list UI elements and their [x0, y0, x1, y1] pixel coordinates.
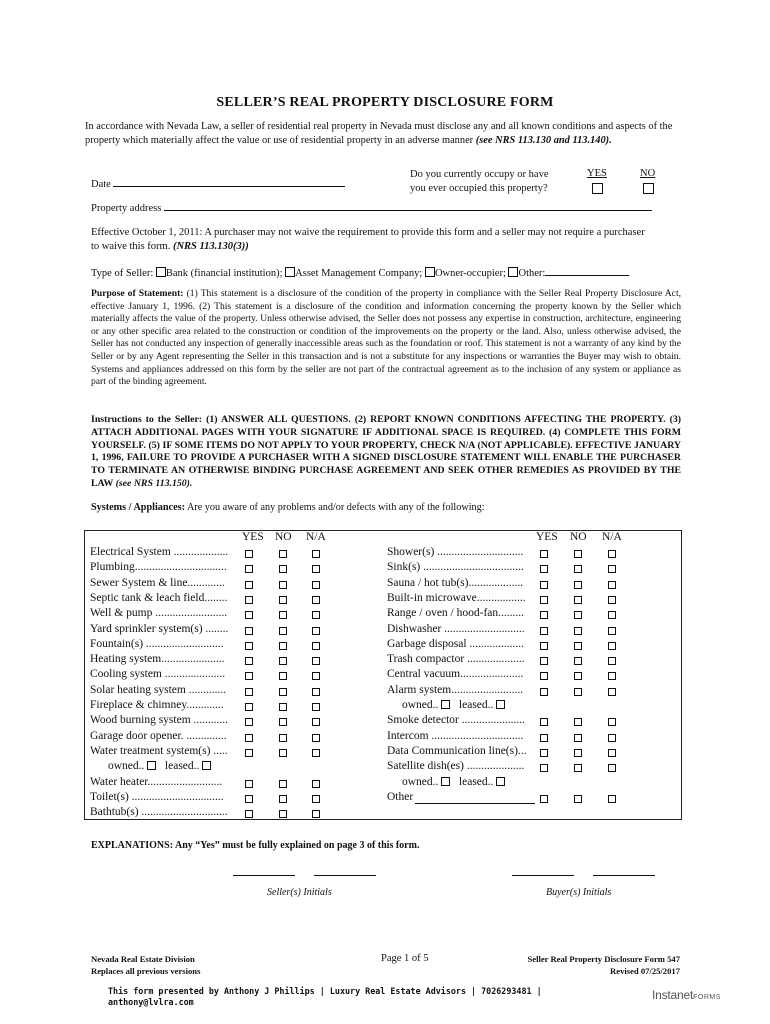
left-bathtub-s-no-checkbox[interactable] — [279, 810, 287, 818]
right-trash-compactor-yes-checkbox[interactable] — [540, 657, 548, 665]
left-electrical-system-no-checkbox[interactable] — [279, 550, 287, 558]
right-item-label: Alarm system......................... — [387, 683, 524, 696]
seller-type-other-checkbox[interactable] — [508, 267, 518, 277]
left-item-label: Heating system...................... — [90, 653, 225, 666]
occupy-question-line2: you ever occupied this property? — [410, 183, 548, 194]
left-fireplace-chimney-na-checkbox[interactable] — [312, 703, 320, 711]
right-alarm-system-no-checkbox[interactable] — [574, 688, 582, 696]
left-toilet-s-yes-checkbox[interactable] — [245, 795, 253, 803]
left-water-heater-yes-checkbox[interactable] — [245, 780, 253, 788]
left-item-label: Electrical System ................... — [90, 546, 229, 558]
left-garage-door-opener-na-checkbox[interactable] — [312, 734, 320, 742]
right-data-communication-line-s-na-checkbox[interactable] — [608, 749, 616, 757]
right-item-label: Sauna / hot tub(s)................... — [387, 576, 524, 589]
left-yard-sprinkler-system-s-na-checkbox[interactable] — [312, 627, 320, 635]
seller-type-bank-label: Bank (financial institution); — [165, 268, 283, 279]
right-satellite-dish-es-yes-checkbox[interactable] — [540, 764, 548, 772]
presented-by-line1: This form presented by Anthony J Phillips | Luxury Real Estate Advisors | 7026293481 | — [108, 986, 542, 996]
right-item-label: Built-in microwave................. — [387, 591, 526, 604]
right-central-vacuum-yes-checkbox[interactable] — [540, 672, 548, 680]
right9-owned-leased-row — [402, 699, 505, 711]
right-other-no-checkbox[interactable] — [574, 795, 582, 803]
right-sauna-hot-tub-s-na-checkbox[interactable] — [608, 581, 616, 589]
left-heating-system-na-checkbox[interactable] — [312, 657, 320, 665]
left-item-label: Sewer System & line............. — [90, 576, 225, 589]
left-col-na-header: N/A — [306, 531, 326, 543]
left-item-label: Yard sprinkler system(s) ........ — [90, 622, 229, 635]
left-water-heater-na-checkbox[interactable] — [312, 780, 320, 788]
right-dishwasher-yes-checkbox[interactable] — [540, 627, 548, 635]
left-septic-tank-leach-field-na-checkbox[interactable] — [312, 596, 320, 604]
purpose-paragraph — [91, 288, 681, 389]
occupy-question — [410, 168, 549, 196]
right-item-label: Central vacuum...................... — [387, 668, 524, 681]
logo-main-text: Instanet — [652, 988, 694, 1002]
right-trash-compactor-no-checkbox[interactable] — [574, 657, 582, 665]
right-item-other — [387, 791, 413, 803]
right-item-satellite-dish-es — [387, 760, 524, 772]
right-sauna-hot-tub-s-no-checkbox[interactable] — [574, 581, 582, 589]
right-satellite-dish-es-na-checkbox[interactable] — [608, 764, 616, 772]
property-address-field — [91, 199, 652, 214]
right-item-garbage-disposal — [387, 638, 524, 650]
seller-type-row — [91, 264, 629, 279]
effective-citation: (NRS 113.130(3)) — [172, 241, 249, 252]
left-fountain-s-no-checkbox[interactable] — [279, 642, 287, 650]
leased-checkbox[interactable] — [496, 700, 505, 709]
leased-label: leased.. — [156, 760, 203, 773]
seller-type-other-label: Other: — [518, 268, 546, 279]
left-item-label: Garage door opener. .............. — [90, 729, 227, 742]
left-item-label: Septic tank & leach field........ — [90, 591, 228, 604]
seller-initial-line-1[interactable] — [233, 875, 295, 876]
date-field — [91, 175, 345, 190]
left-item-yard-sprinkler-system-s — [90, 623, 228, 635]
leased-checkbox[interactable] — [202, 761, 211, 770]
right-range-oven-hood-fan-yes-checkbox[interactable] — [540, 611, 548, 619]
right-item-intercom — [387, 730, 523, 742]
left-toilet-s-no-checkbox[interactable] — [279, 795, 287, 803]
left-item-well-pump — [90, 607, 227, 619]
left-wood-burning-system-yes-checkbox[interactable] — [245, 718, 253, 726]
right-intercom-na-checkbox[interactable] — [608, 734, 616, 742]
right-col-na-header: N/A — [602, 531, 622, 543]
right-central-vacuum-no-checkbox[interactable] — [574, 672, 582, 680]
right-item-label: Intercom ................................ — [387, 729, 524, 742]
left-toilet-s-na-checkbox[interactable] — [312, 795, 320, 803]
intro-citation: (see NRS 113.130 and 113.140). — [475, 134, 612, 146]
left-electrical-system-na-checkbox[interactable] — [312, 550, 320, 558]
left-item-bathtub-s — [90, 806, 228, 818]
right-item-smoke-detector — [387, 714, 525, 726]
left-item-label: Fireplace & chimney............. — [90, 699, 224, 711]
left-well-pump-no-checkbox[interactable] — [279, 611, 287, 619]
right-smoke-detector-no-checkbox[interactable] — [574, 718, 582, 726]
right-garbage-disposal-yes-checkbox[interactable] — [540, 642, 548, 650]
right-item-sink-s — [387, 561, 524, 573]
right-other-input-line[interactable] — [415, 803, 535, 804]
left-sewer-system-line-no-checkbox[interactable] — [279, 581, 287, 589]
left-water-treatment-system-s-yes-checkbox[interactable] — [245, 749, 253, 757]
right-item-dishwasher — [387, 623, 525, 635]
footer-division: Nevada Real Estate Division — [91, 954, 195, 964]
left-well-pump-na-checkbox[interactable] — [312, 611, 320, 619]
right-garbage-disposal-no-checkbox[interactable] — [574, 642, 582, 650]
left-bathtub-s-na-checkbox[interactable] — [312, 810, 320, 818]
right-item-label: Trash compactor .................... — [387, 653, 525, 666]
instructions-text: Instructions to the Seller: (1) ANSWER ALL QUESTIONS. (2) REPORT KNOWN CONDITIONS AFFECTING THE PROPERTY. (3) ATTACH ADDITIONAL PAGES WITH YOUR SIGNATURE IF ADDITIONAL SPACE IS REQUIRED. (4) COMPLETE THIS FORM YOURSELF. (5) IF SOME ITEMS DO NOT APPLY TO YOUR PROPERTY, CHECK N/A (NOT APPLICABLE). EFFECTIVE JANUARY 1, 1996, FAILURE TO PROVIDE A PURCHASER WITH A SIGNED DISCLOSURE STATEMENT WILL ENABLE THE PURCHASER TO TERMINATE AN OTHERWISE BINDING PURCHASE AGREEMENT AND SEEK OTHER REMEDIES AS PROVIDED BY THE LAW — [91, 414, 681, 489]
right-data-communication-line-s-yes-checkbox[interactable] — [540, 749, 548, 757]
left-item-label: Wood burning system ............ — [90, 714, 229, 727]
seller-type-amc-label: Asset Management Company; — [295, 268, 423, 279]
left-item-solar-heating-system — [90, 684, 226, 696]
occupy-yes-label: YES — [587, 168, 607, 179]
left-owned-leased-row — [108, 760, 211, 772]
left-water-treatment-system-s-no-checkbox[interactable] — [279, 749, 287, 757]
left-item-water-heater — [90, 776, 222, 788]
purpose-text: (1) This statement is a disclosure of the condition of the property in compliance with the Seller Real Property Disclosure Act, effective January 1, 1996. (2) This statement is a disclosure of the condition and information concerning the property known by the Seller which materially affects the value of the property. Unless otherwise advised, the Seller does not possess any expertise in construction, architecture, engineering or any other specific area related to the construction or condition of the improvements on the property or the land. Also, unless otherwise advised, the Seller has not conducted any inspection of generally inaccessible areas such as the foundation or roof. This statement is not a warranty of any kind by the Seller or by any Agent representing the Seller in this transaction and is not a substitute for any inspections or warranties the Buyer may wish to obtain. Systems and appliances addressed on this form by the seller are not part of the contractual agreement as to the inclusion of any system or appliance as part of the binding agreement. — [91, 288, 682, 388]
seller-type-amc-checkbox[interactable] — [285, 267, 295, 277]
left-sewer-system-line-na-checkbox[interactable] — [312, 581, 320, 589]
left-item-electrical-system — [90, 546, 228, 558]
right-range-oven-hood-fan-no-checkbox[interactable] — [574, 611, 582, 619]
footer-left — [91, 953, 200, 977]
left-cooling-system-na-checkbox[interactable] — [312, 672, 320, 680]
left-yard-sprinkler-system-s-yes-checkbox[interactable] — [245, 627, 253, 635]
left-septic-tank-leach-field-yes-checkbox[interactable] — [245, 596, 253, 604]
left-fireplace-chimney-no-checkbox[interactable] — [279, 703, 287, 711]
property-address-input-line[interactable] — [164, 199, 652, 211]
left-electrical-system-yes-checkbox[interactable] — [245, 550, 253, 558]
left-cooling-system-no-checkbox[interactable] — [279, 672, 287, 680]
right-garbage-disposal-na-checkbox[interactable] — [608, 642, 616, 650]
presented-by-line2: anthony@lvlra.com — [108, 997, 194, 1007]
right-col-no-header: NO — [570, 531, 587, 543]
right13-owned-leased-row — [402, 776, 505, 788]
right-item-label: Garbage disposal ................... — [387, 637, 525, 650]
date-label: Date — [91, 179, 111, 190]
right-dishwasher-na-checkbox[interactable] — [608, 627, 616, 635]
left-garage-door-opener-yes-checkbox[interactable] — [245, 734, 253, 742]
left-item-fireplace-chimney — [90, 699, 224, 711]
occupy-question-line1: Do you currently occupy or have — [410, 169, 549, 180]
right-sink-s-yes-checkbox[interactable] — [540, 565, 548, 573]
leased-label: leased.. — [450, 775, 497, 788]
owned-label: owned.. — [402, 699, 442, 711]
right-item-label: Other — [387, 790, 414, 803]
right-smoke-detector-yes-checkbox[interactable] — [540, 718, 548, 726]
right-trash-compactor-na-checkbox[interactable] — [608, 657, 616, 665]
right-intercom-no-checkbox[interactable] — [574, 734, 582, 742]
left-solar-heating-system-na-checkbox[interactable] — [312, 688, 320, 696]
owned-label: owned.. — [402, 775, 442, 788]
left-item-toilet-s — [90, 791, 224, 803]
buyer-initial-line-2[interactable] — [593, 875, 655, 876]
purpose-heading: Purpose of Statement: — [91, 288, 184, 299]
left-fountain-s-na-checkbox[interactable] — [312, 642, 320, 650]
effective-text: Effective October 1, 2011: A purchaser may not waive the requirement to provide this form and a seller may not require a purchaser to waive this form. — [91, 227, 645, 252]
right-shower-s-no-checkbox[interactable] — [574, 550, 582, 558]
right-item-sauna-hot-tub-s — [387, 577, 523, 589]
right-intercom-yes-checkbox[interactable] — [540, 734, 548, 742]
left-yard-sprinkler-system-s-no-checkbox[interactable] — [279, 627, 287, 635]
occupy-no-checkbox[interactable] — [643, 183, 654, 194]
intro-paragraph — [85, 120, 681, 147]
right-central-vacuum-na-checkbox[interactable] — [608, 672, 616, 680]
left-fireplace-chimney-yes-checkbox[interactable] — [245, 703, 253, 711]
right-item-data-communication-line-s — [387, 745, 527, 757]
seller-initial-line-2[interactable] — [314, 875, 376, 876]
left-item-fountain-s — [90, 638, 224, 650]
right-alarm-system-yes-checkbox[interactable] — [540, 688, 548, 696]
left-item-garage-door-opener — [90, 730, 227, 742]
left-item-label: Water treatment system(s) ..... — [90, 744, 228, 757]
left-plumbing-no-checkbox[interactable] — [279, 565, 287, 573]
right-item-label: Range / oven / hood-fan......... — [387, 607, 525, 620]
right-item-shower-s — [387, 546, 523, 558]
left-well-pump-yes-checkbox[interactable] — [245, 611, 253, 619]
buyer-initial-line-1[interactable] — [512, 875, 574, 876]
property-address-label: Property address — [91, 203, 162, 214]
seller-initials-label: Seller(s) Initials — [267, 887, 332, 898]
seller-type-owner-checkbox[interactable] — [425, 267, 435, 277]
instanet-logo — [652, 988, 721, 1002]
left-sewer-system-line-yes-checkbox[interactable] — [245, 581, 253, 589]
footer-right — [480, 953, 680, 977]
right-item-built-in-microwave — [387, 592, 526, 604]
right-sink-s-no-checkbox[interactable] — [574, 565, 582, 573]
left-item-label: Water heater.......................... — [90, 775, 223, 788]
leased-label: leased.. — [450, 699, 497, 711]
left-item-label: Solar heating system ............. — [90, 683, 227, 696]
left-item-wood-burning-system — [90, 714, 228, 726]
left-solar-heating-system-yes-checkbox[interactable] — [245, 688, 253, 696]
right-built-in-microwave-na-checkbox[interactable] — [608, 596, 616, 604]
left-item-label: Cooling system ..................... — [90, 668, 226, 681]
right-other-na-checkbox[interactable] — [608, 795, 616, 803]
left-septic-tank-leach-field-no-checkbox[interactable] — [279, 596, 287, 604]
right-range-oven-hood-fan-na-checkbox[interactable] — [608, 611, 616, 619]
systems-heading: Systems / Appliances: — [91, 502, 185, 513]
right-satellite-dish-es-no-checkbox[interactable] — [574, 764, 582, 772]
logo-small-text: FORMS — [693, 994, 721, 1001]
right-item-label: Shower(s) .............................. — [387, 546, 524, 558]
left-water-treatment-system-s-na-checkbox[interactable] — [312, 749, 320, 757]
right-dishwasher-no-checkbox[interactable] — [574, 627, 582, 635]
right-item-alarm-system — [387, 684, 523, 696]
left-wood-burning-system-na-checkbox[interactable] — [312, 718, 320, 726]
right-item-label: Satellite dish(es) .................... — [387, 760, 525, 773]
left-item-sewer-system-line — [90, 577, 225, 589]
right-smoke-detector-na-checkbox[interactable] — [608, 718, 616, 726]
left-item-label: Fountain(s) ........................... — [90, 637, 224, 650]
left-bathtub-s-yes-checkbox[interactable] — [245, 810, 253, 818]
seller-type-bank-checkbox[interactable] — [156, 267, 166, 277]
systems-heading-row — [91, 502, 485, 513]
right-sauna-hot-tub-s-yes-checkbox[interactable] — [540, 581, 548, 589]
right-built-in-microwave-no-checkbox[interactable] — [574, 596, 582, 604]
left-plumbing-na-checkbox[interactable] — [312, 565, 320, 573]
owned-checkbox[interactable] — [441, 700, 450, 709]
intro-text: In accordance with Nevada Law, a seller of residential real property in Nevada must disclose any and all known conditions and aspects of the property which materially affect the value or use of residential property in an adverse manner — [85, 121, 673, 146]
right-item-range-oven-hood-fan — [387, 607, 524, 619]
right-other-yes-checkbox[interactable] — [540, 795, 548, 803]
left-water-heater-no-checkbox[interactable] — [279, 780, 287, 788]
left-item-label: Toilet(s) ................................ — [90, 790, 224, 803]
left-fountain-s-yes-checkbox[interactable] — [245, 642, 253, 650]
instructions-paragraph — [91, 414, 681, 491]
left-item-plumbing — [90, 561, 227, 573]
footer-revised: Revised 07/25/2017 — [610, 966, 680, 976]
right-item-label: Sink(s) ................................... — [387, 561, 524, 574]
left-wood-burning-system-no-checkbox[interactable] — [279, 718, 287, 726]
right-item-trash-compactor — [387, 653, 525, 665]
owned-label: owned.. — [108, 760, 148, 773]
right-built-in-microwave-yes-checkbox[interactable] — [540, 596, 548, 604]
left-col-no-header: NO — [275, 531, 292, 543]
footer-replaces: Replaces all previous versions — [91, 966, 201, 976]
seller-type-label: Type of Seller: — [91, 268, 154, 279]
right-alarm-system-na-checkbox[interactable] — [608, 688, 616, 696]
left-plumbing-yes-checkbox[interactable] — [245, 565, 253, 573]
left-item-heating-system — [90, 653, 224, 665]
effective-notice — [91, 226, 651, 254]
buyer-initials-label: Buyer(s) Initials — [546, 887, 612, 898]
right-shower-s-na-checkbox[interactable] — [608, 550, 616, 558]
presented-by — [108, 986, 542, 1008]
left-heating-system-yes-checkbox[interactable] — [245, 657, 253, 665]
left-cooling-system-yes-checkbox[interactable] — [245, 672, 253, 680]
right-data-communication-line-s-no-checkbox[interactable] — [574, 749, 582, 757]
left-item-cooling-system — [90, 668, 225, 680]
page-title: SELLER’S REAL PROPERTY DISCLOSURE FORM — [216, 95, 554, 110]
left-item-water-treatment-system-s — [90, 745, 228, 757]
left-item-label: Plumbing................................ — [90, 561, 227, 574]
systems-question: Are you aware of any problems and/or defects with any of the following: — [186, 502, 485, 513]
seller-type-other-input-line[interactable] — [545, 264, 629, 276]
left-heating-system-no-checkbox[interactable] — [279, 657, 287, 665]
date-input-line[interactable] — [113, 175, 345, 187]
page-number: Page 1 of 5 — [381, 953, 429, 964]
left-item-label: Bathtub(s) .............................. — [90, 806, 228, 819]
left-garage-door-opener-no-checkbox[interactable] — [279, 734, 287, 742]
occupy-no-label: NO — [640, 168, 656, 179]
seller-type-owner-label: Owner-occupier; — [434, 268, 506, 279]
instructions-citation: (see NRS 113.150). — [115, 477, 193, 489]
right-shower-s-yes-checkbox[interactable] — [540, 550, 548, 558]
right-item-central-vacuum — [387, 668, 523, 680]
occupy-yes-checkbox[interactable] — [592, 183, 603, 194]
right-item-label: Data Communication line(s)... — [387, 744, 527, 757]
owned-checkbox[interactable] — [441, 777, 450, 786]
left-item-septic-tank-leach-field — [90, 592, 227, 604]
right-col-yes-header: YES — [536, 531, 558, 543]
left-solar-heating-system-no-checkbox[interactable] — [279, 688, 287, 696]
right-sink-s-na-checkbox[interactable] — [608, 565, 616, 573]
right-item-label: Smoke detector ...................... — [387, 714, 525, 727]
leased-checkbox[interactable] — [496, 777, 505, 786]
footer-form-name: Seller Real Property Disclosure Form 547 — [527, 954, 680, 964]
owned-checkbox[interactable] — [147, 761, 156, 770]
right-item-label: Dishwasher ............................ — [387, 622, 525, 635]
explanations-note: EXPLANATIONS: Any “Yes” must be fully explained on page 3 of this form. — [91, 840, 420, 851]
left-item-label: Well & pump ......................... — [90, 607, 228, 620]
left-col-yes-header: YES — [242, 531, 264, 543]
